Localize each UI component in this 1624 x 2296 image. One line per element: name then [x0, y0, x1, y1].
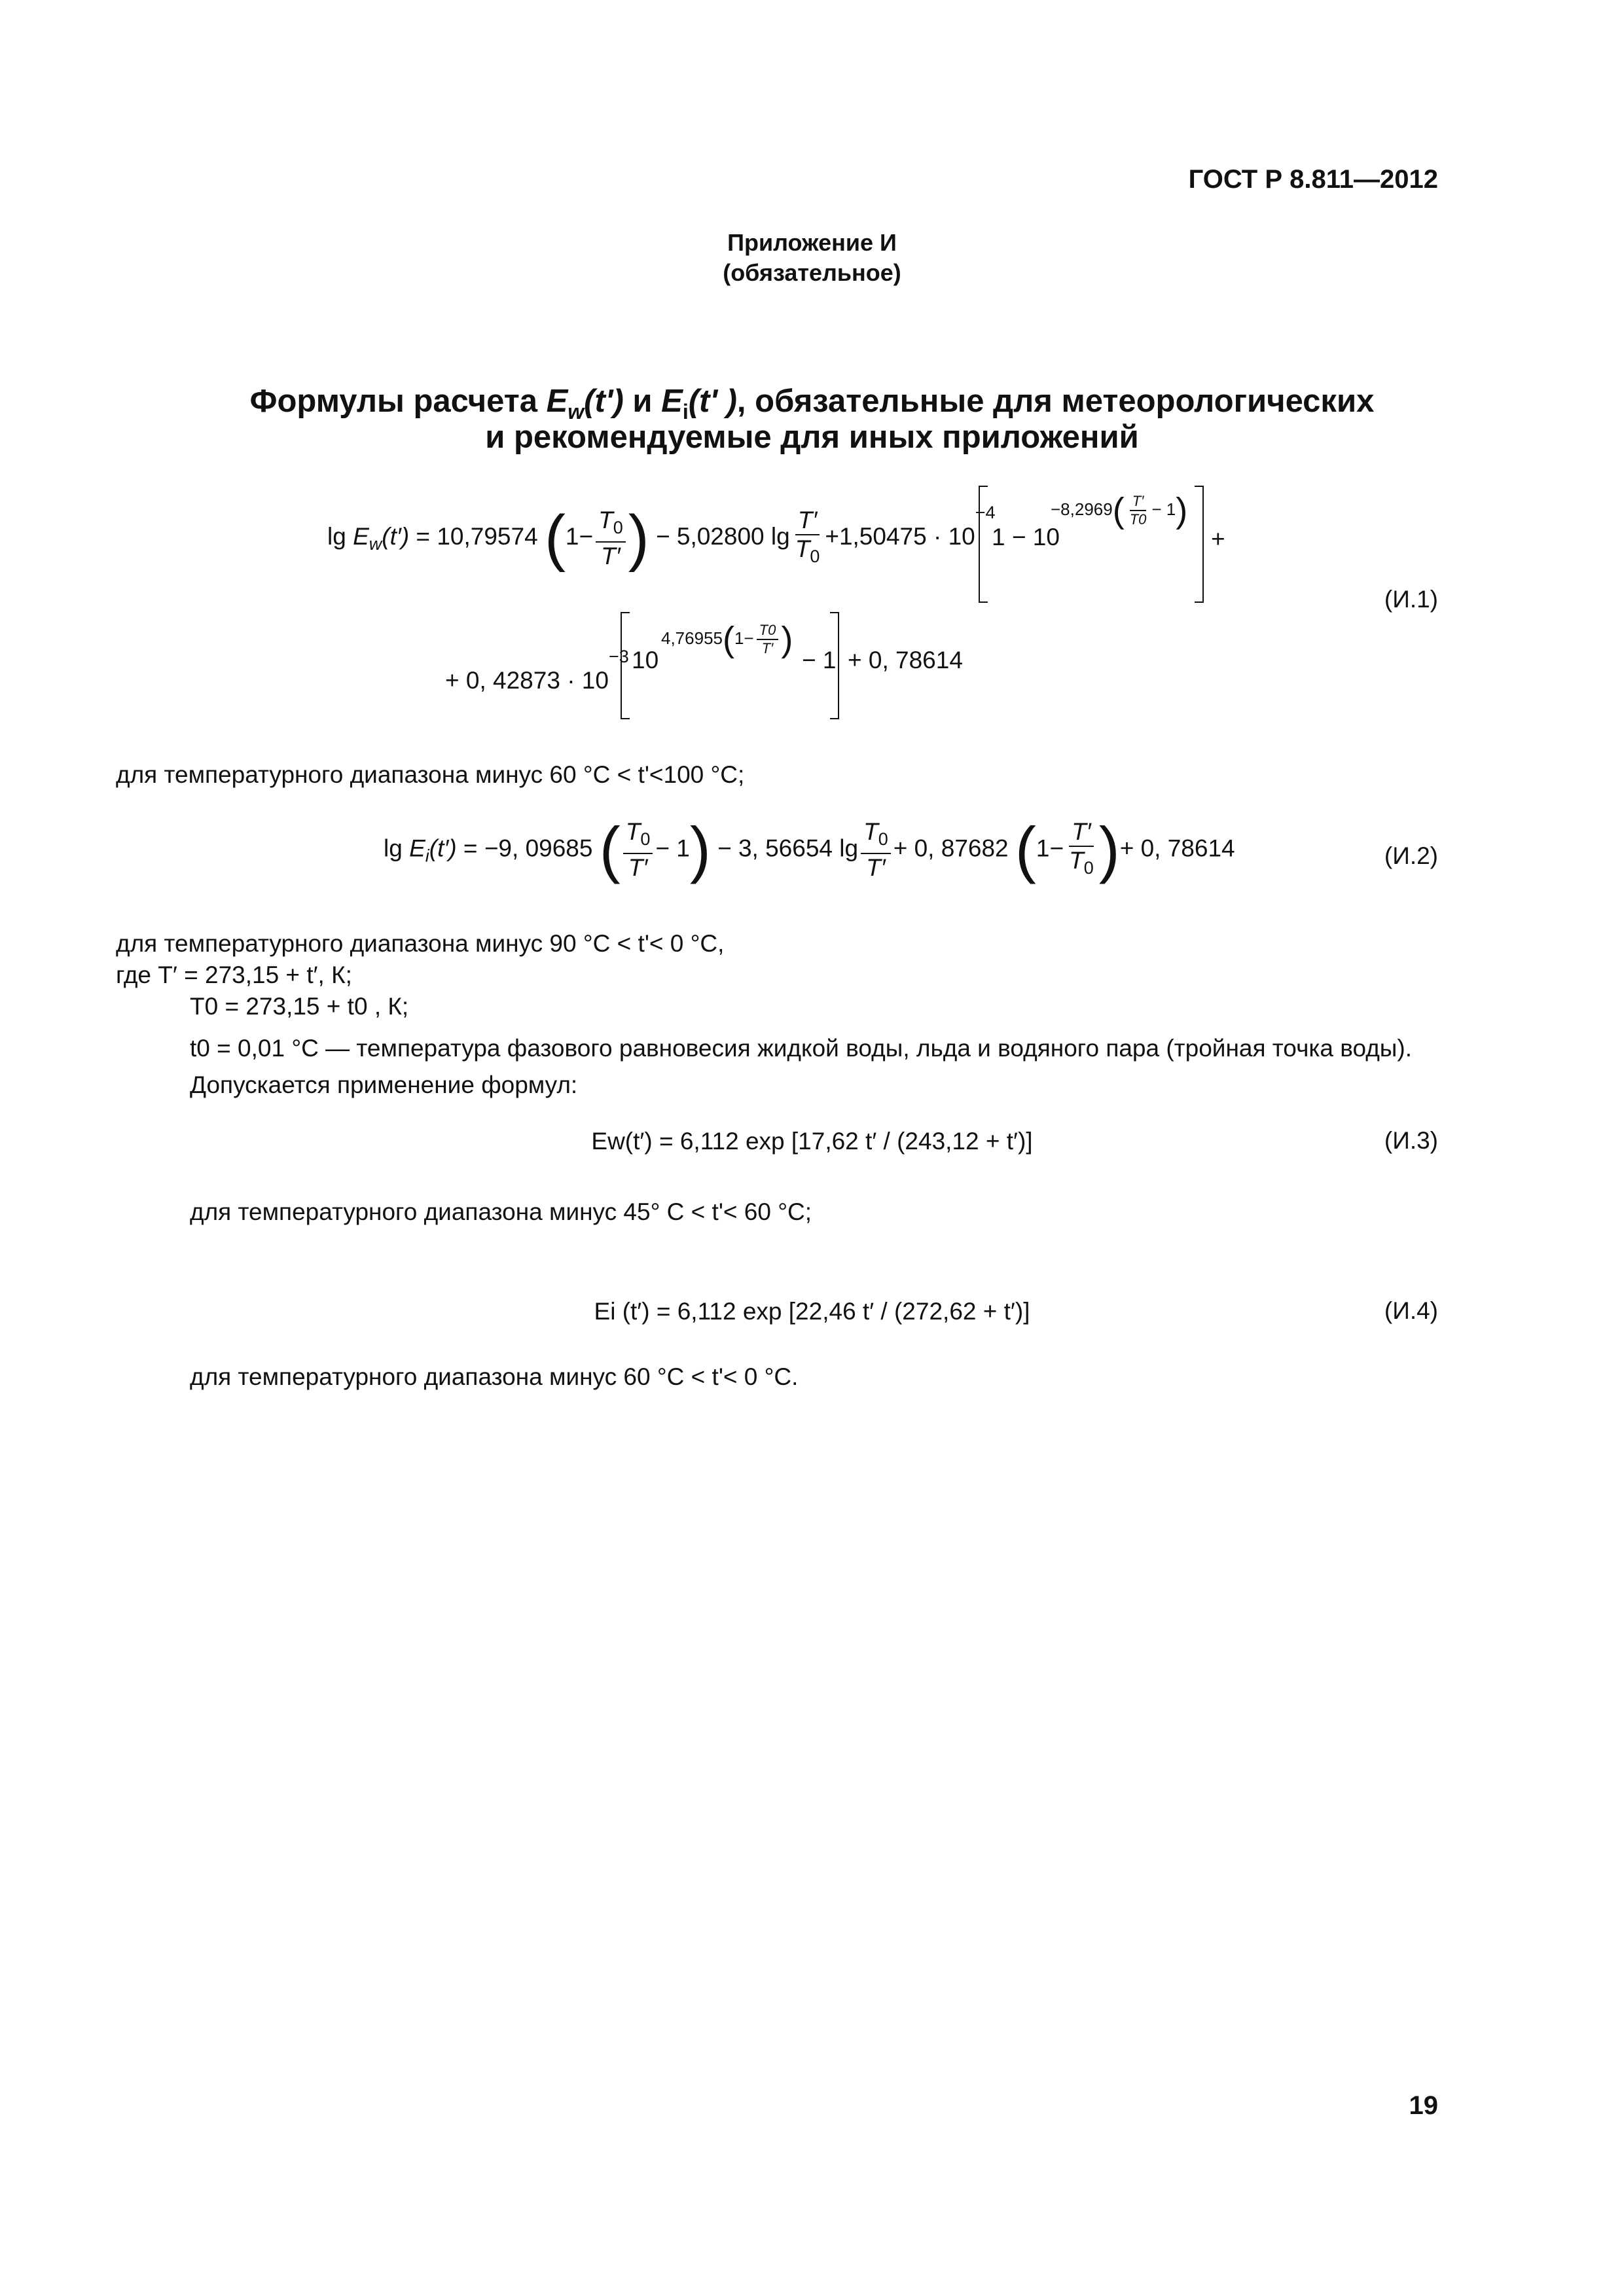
bracket-left-2	[621, 612, 630, 719]
equation-1-end: + 0, 78614	[848, 647, 963, 673]
equation-1-exponent: −8,2969( $\frac{T'}{T0}$ − 1)	[1051, 491, 1188, 530]
appendix-label: Приложение И	[727, 229, 897, 256]
standard-code: ГОСТ Р 8.811—2012	[1188, 165, 1438, 194]
page-title: Формулы расчета $E_w(t')$ и $E_i(t'$ ), обязательные для метеорологических	[249, 384, 1375, 423]
equation-1-bracket-content: 1 − 10	[992, 524, 1060, 550]
equation-3: Ew(t′) = 6,112 exp [17,62 t′ / (243,12 + t′)]	[591, 1128, 1033, 1155]
equation-4-number: (И.4)	[1384, 1297, 1438, 1324]
equation-2: $\lg E_i(t') = -9$, 09685 ( $\frac{T_0}{T'}$ − 1) − 3, 56654 lg $\frac{T_0}{T'}$ + 0, 87682 (1− $\frac{T'}{T_0}$ )+ 0, 78614	[384, 814, 1235, 885]
page-number: 19	[1409, 2091, 1438, 2120]
equation-1-line1: $\lg E_w(t') = 10,79574$ (1− $\frac{T_0}{T'}$ ) − 5,02800 lg $\frac{T'}{T_0}$ $+1,50475 \cdot 10^{-4}$	[327, 503, 996, 573]
bracket-right-1	[1195, 486, 1204, 603]
equation-1-line2: + 0, $42873 \cdot 10^{-3}$	[445, 647, 629, 694]
appendix-status: (обязательное)	[723, 259, 901, 286]
permitted-formulas-text: Допускается применение формул:	[190, 1071, 578, 1098]
range-1-text: для температурного диапазона минус 60 °C < t'<100 °C;	[116, 761, 745, 788]
definition-t0-celsius: t0 = 0,01 °C — температура фазового равновесия жидкой воды, льда и водяного пара (тройная точка воды).	[190, 1035, 1413, 1062]
equation-1-ten: 10	[632, 647, 659, 673]
equation-2-number: (И.2)	[1384, 842, 1438, 869]
equation-3-number: (И.3)	[1384, 1127, 1438, 1154]
equation-1-number: (И.1)	[1384, 586, 1438, 613]
range-4-text: для температурного диапазона минус 60 °C < t'< 0 °C.	[190, 1363, 799, 1390]
range-3-text: для температурного диапазона минус 45° С < t'< 60 °C;	[190, 1198, 812, 1225]
equation-4: Ei (t′) = 6,112 exp [22,46 t′ / (272,62 + t′)]	[594, 1298, 1030, 1325]
bracket-left-1	[979, 486, 988, 603]
definition-t0-kelvin: T0 = 273,15 + t0 , К;	[190, 993, 409, 1020]
equation-1-minus-one: − 1	[802, 647, 837, 673]
page-title-line2: и рекомендуемые для иных приложений	[485, 420, 1139, 455]
equation-1-plus: +	[1211, 526, 1225, 552]
bracket-right-2	[830, 612, 839, 719]
range-2-text: для температурного диапазона минус 90 °C < t'< 0 °C,	[116, 930, 725, 957]
equation-1-exponent-2: 4,76955(1− $\frac{T0}{T'}$ )	[661, 620, 793, 659]
definition-t-prime: где T′ = 273,15 + t′, К;	[116, 961, 352, 988]
